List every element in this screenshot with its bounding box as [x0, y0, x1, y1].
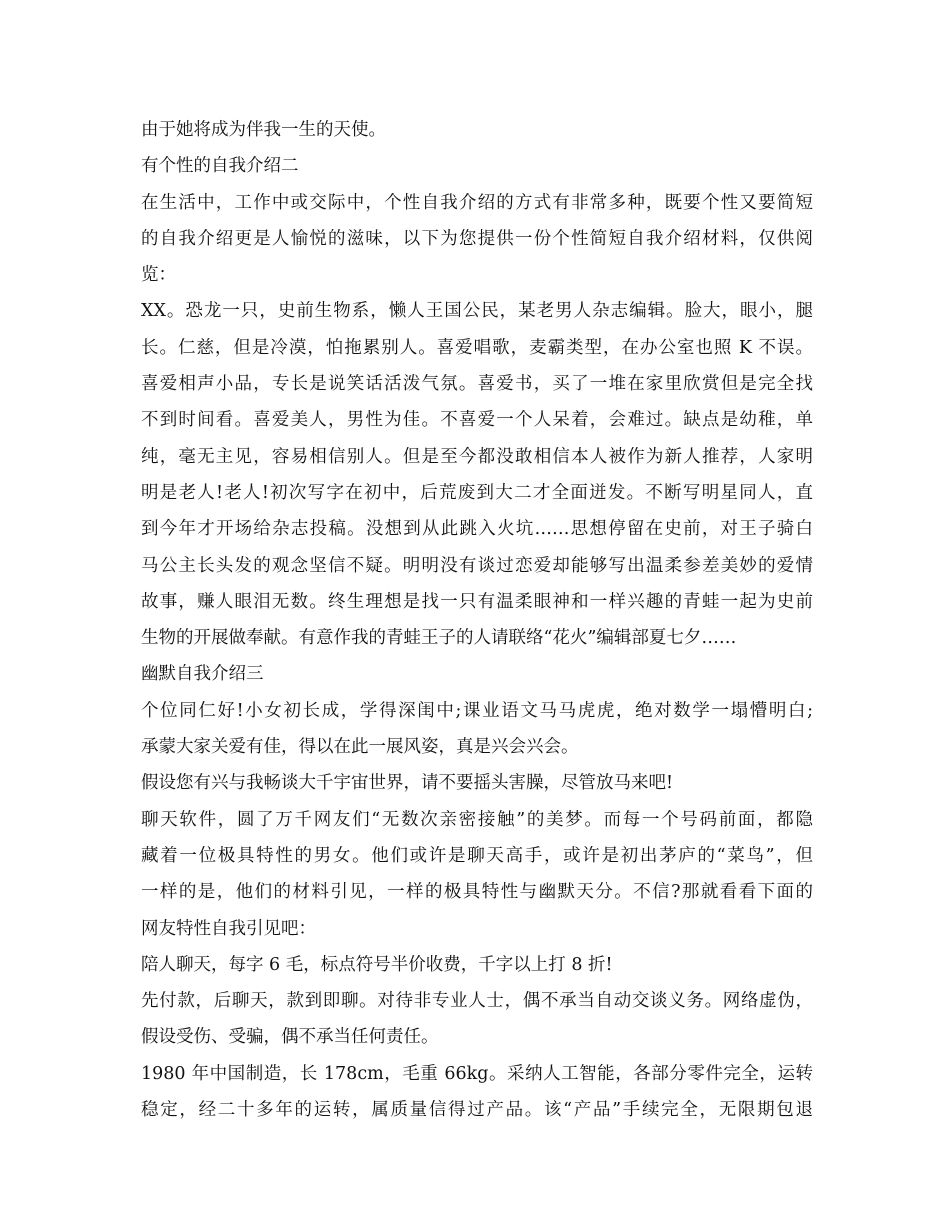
text-line: 假设受伤、受骗，偶不承当任何责任。 [141, 1027, 439, 1048]
text-line: 览： [141, 265, 176, 286]
document-body [141, 112, 813, 1128]
text-line: 马公主长头发的观念坚信不疑。明明没有谈过恋爱却能够写出温柔参差美妙的爱情 [141, 555, 813, 576]
text-line: 网友特性自我引见吧： [141, 918, 316, 939]
text-line: 到今年才开场给杂志投稿。没想到从此跳入火坑……思想停留在史前，对王子骑白 [141, 519, 813, 540]
text-line: 承蒙大家关爱有佳，得以在此一展风姿，真是兴会兴会。 [141, 737, 579, 758]
text-line: 个位同仁好!小女初长成，学得深闺中;课业语文马马虎虎，绝对数学一塌懵明白; [141, 700, 813, 721]
text-line: 陪人聊天，每字 6 毛，标点符号半价收费，千字以上打 8 折! [141, 954, 613, 975]
text-line: 喜爱相声小品，专长是说笑话活泼气氛。喜爱书，买了一堆在家里欣赏但是完全找 [141, 374, 813, 395]
text-line: 先付款，后聊天，款到即聊。对待非专业人士，偶不承当自动交谈义务。网络虚伪， [141, 991, 813, 1012]
text-line: 假设您有兴与我畅谈大千宇宙世界，请不要摇头害臊，尽管放马来吧! [141, 773, 674, 794]
text-line: XX。恐龙一只，史前生物系，懒人王国公民，某老男人杂志编辑。脸大，眼小，腿 [141, 301, 813, 322]
section-heading: 幽默自我介绍三 [141, 664, 264, 685]
text-line: 生物的开展做奉献。有意作我的青蛙王子的人请联络“花火”编辑部夏七夕…… [141, 628, 737, 649]
text-line: 明是老人!老人!初次写字在初中，后荒废到大二才全面迸发。不断写明星同人，直 [141, 482, 813, 503]
text-line: 一样的是，他们的材料引见，一样的极具特性与幽默天分。不信?那就看看下面的 [141, 882, 813, 903]
text-line: 纯，毫无主见，容易相信别人。但是至今都没敢相信本人被作为新人推荐，人家明 [141, 446, 813, 467]
text-line: 藏着一位极具特性的男女。他们或许是聊天高手，或许是初出茅庐的“菜鸟”，但 [141, 845, 813, 866]
text-line: 稳定，经二十多年的运转，属质量信得过产品。该“产品”手续完全，无限期包退 [141, 1100, 813, 1121]
text-line: 由于她将成为伴我一生的天使。 [141, 120, 386, 140]
text-line: 故事，赚人眼泪无数。终生理想是找一只有温柔眼神和一样兴趣的青蛙一起为史前 [141, 591, 813, 612]
text-line: 1980 年中国制造，长 178cm，毛重 66kg。采纳人工智能，各部分零件完全，运转 [141, 1063, 813, 1084]
text-line: 的自我介绍更是人愉悦的滋味，以下为您提供一份个性简短自我介绍材料，仅供阅 [141, 228, 813, 249]
text-line: 不到时间看。喜爱美人，男性为佳。不喜爱一个人呆着，会难过。缺点是幼稚，单 [141, 410, 813, 431]
text-line: 在生活中，工作中或交际中，个性自我介绍的方式有非常多种，既要个性又要简短 [141, 192, 813, 213]
section-heading: 有个性的自我介绍二 [141, 156, 299, 177]
text-line: 聊天软件，圆了万千网友们“无数次亲密接触”的美梦。而每一个号码前面，都隐 [141, 809, 813, 830]
text-line: 长。仁慈，但是冷漠，怕拖累别人。喜爱唱歌，麦霸类型，在办公室也照 K 不误。 [141, 337, 813, 358]
